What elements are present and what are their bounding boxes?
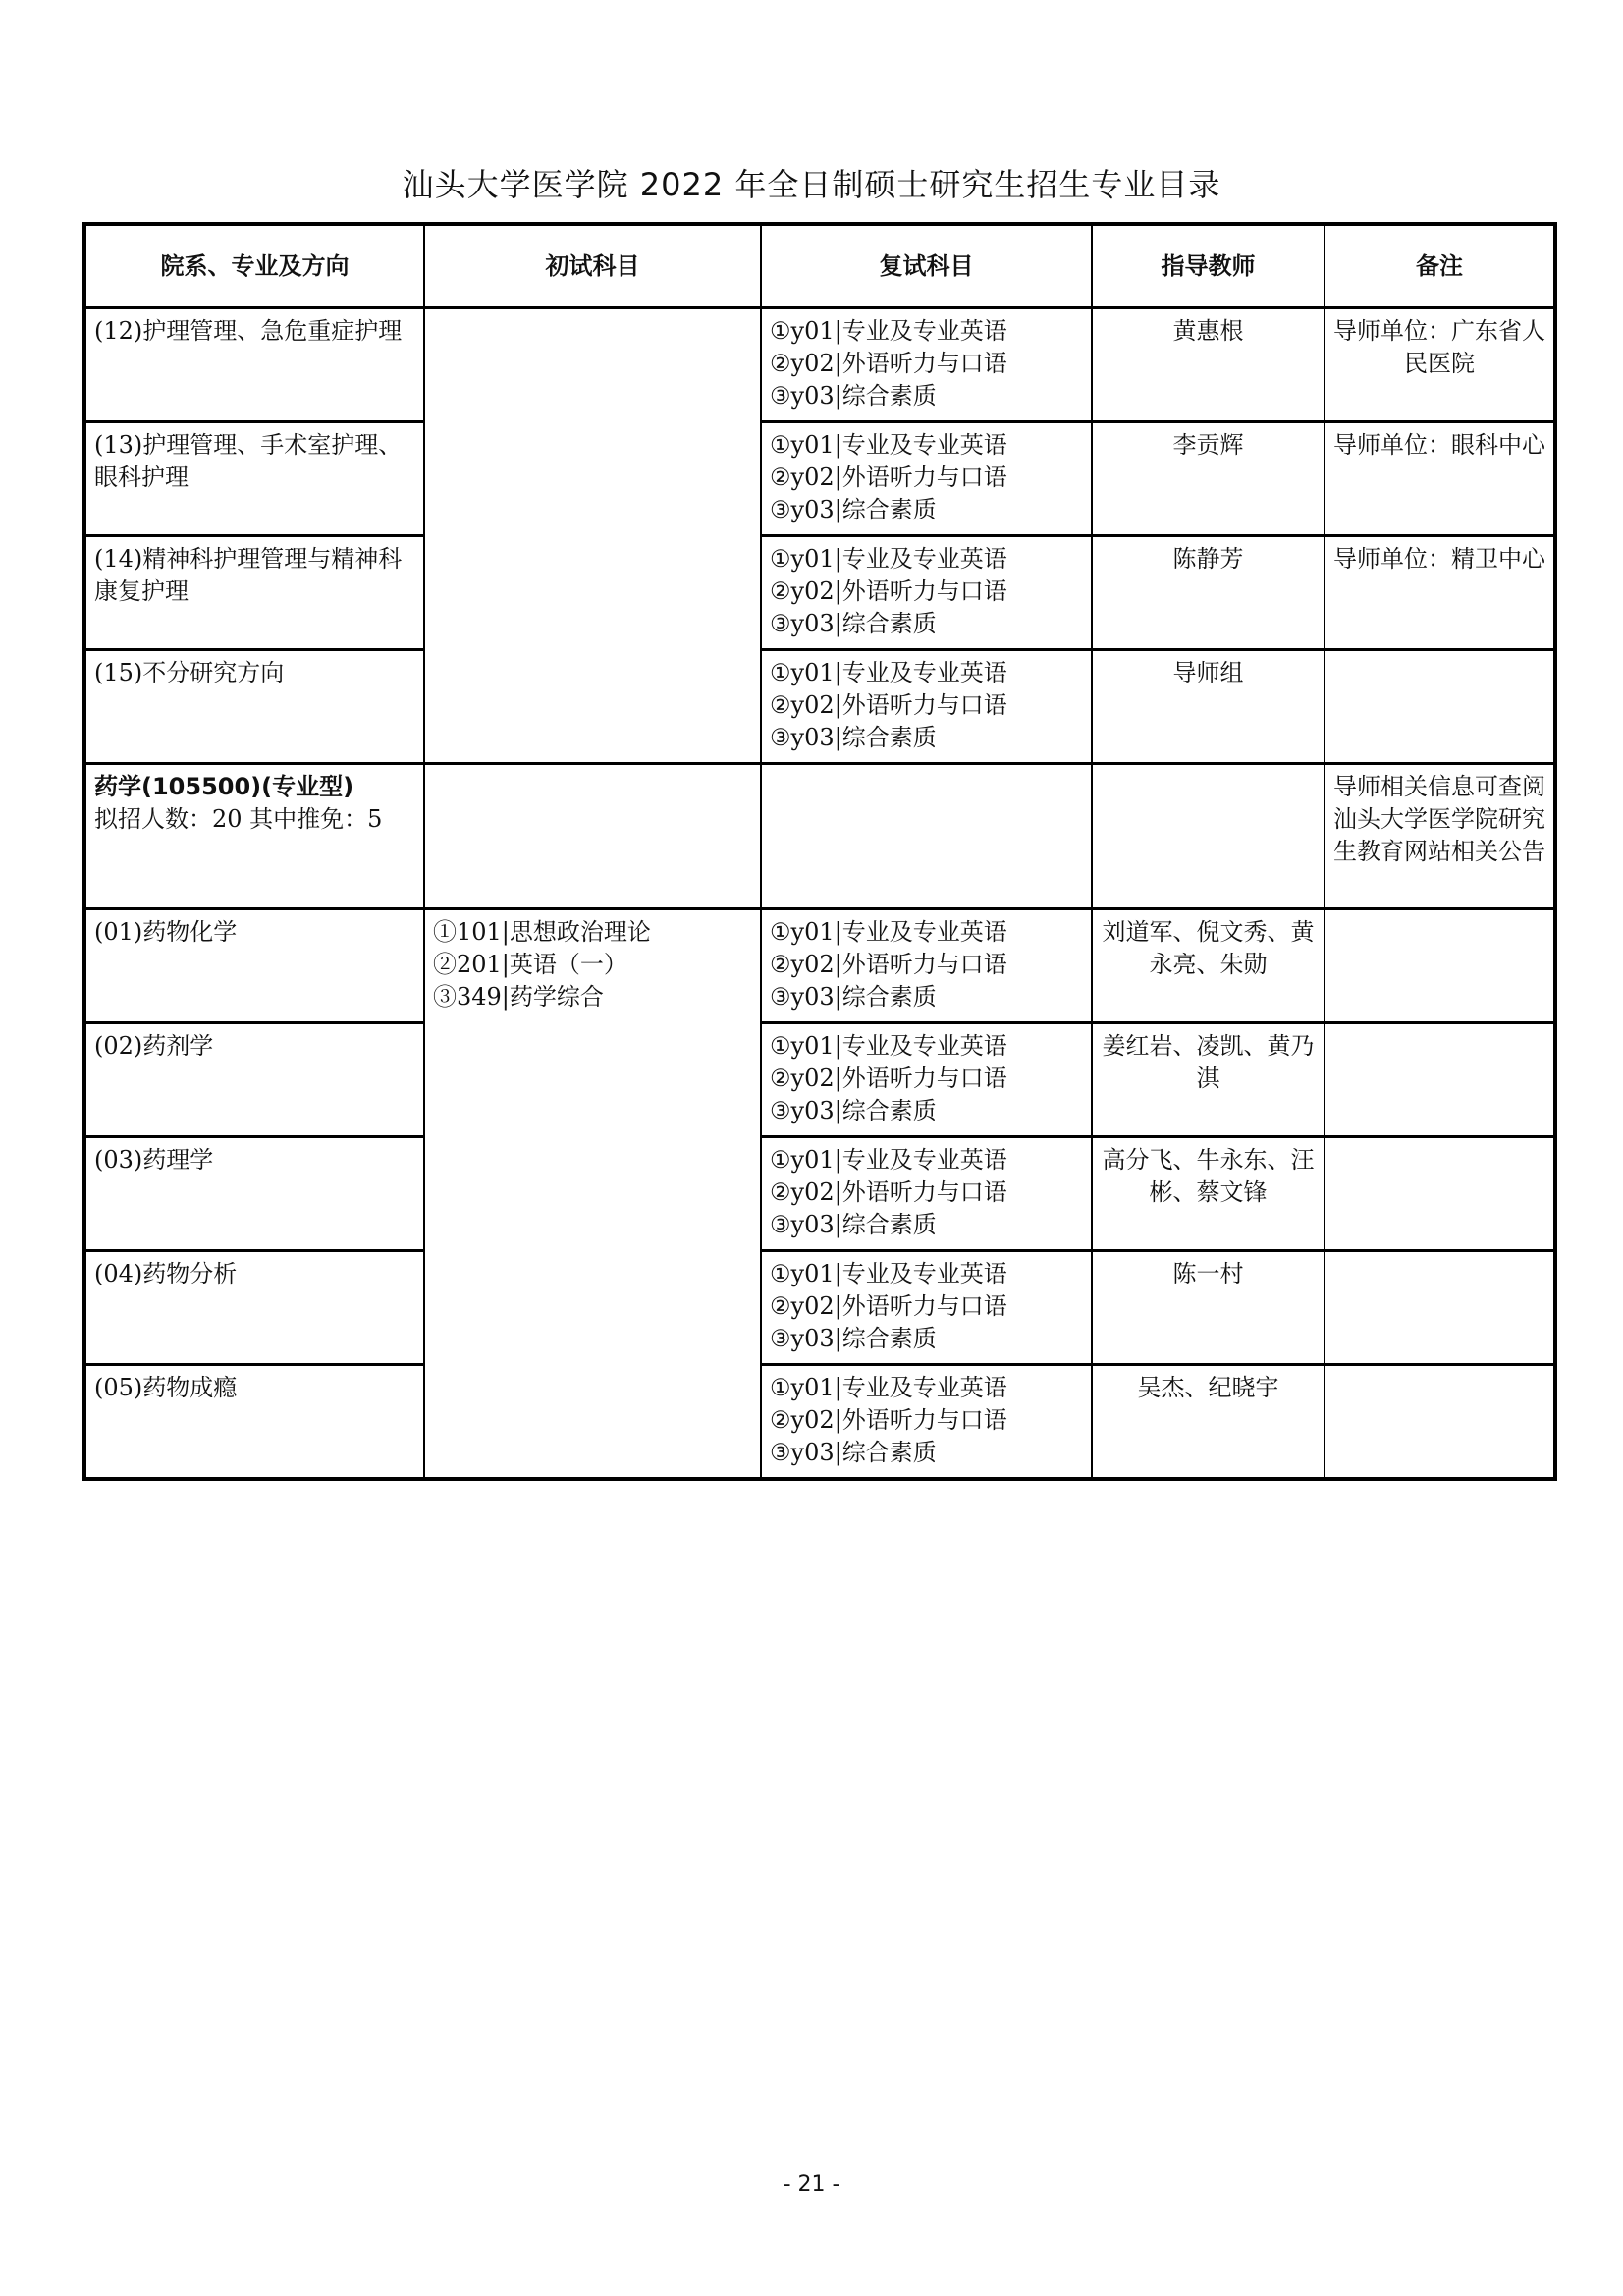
table-row — [84, 1023, 1555, 1137]
retest-line: ③y03|综合素质 — [770, 1211, 937, 1238]
direction-text: 眼科护理 — [94, 464, 189, 491]
retest-cell — [761, 1251, 1092, 1365]
retest-line: ②y02|外语听力与口语 — [770, 1178, 1007, 1206]
retest-cell — [761, 1365, 1092, 1480]
table-row — [84, 650, 1555, 764]
table-row — [84, 536, 1555, 650]
retest-line: ③y03|综合素质 — [770, 983, 937, 1011]
retest-line: ③y03|综合素质 — [770, 382, 937, 410]
retest-line: ②y02|外语听力与口语 — [770, 1292, 1007, 1320]
table-row — [84, 1365, 1555, 1480]
remark-cell — [1325, 650, 1555, 764]
direction-text: (12)护理管理、急危重症护理 — [94, 317, 403, 345]
initial-exam-line: ①101|思想政治理论 — [433, 918, 651, 946]
remark-cell: 导师单位：眼科中心 — [1325, 422, 1555, 536]
advisor-cell: 陈静芳 — [1092, 536, 1325, 650]
retest-cell — [761, 650, 1092, 764]
retest-cell-empty — [761, 764, 1092, 909]
retest-cell — [761, 1023, 1092, 1137]
initial-exam-cell-empty — [424, 308, 761, 764]
direction-cell — [84, 536, 424, 650]
header-direction: 院系、专业及方向 — [84, 224, 424, 308]
advisor-cell: 高分飞、牛永东、汪彬、蔡文锋 — [1092, 1137, 1325, 1251]
header-initial-exam: 初试科目 — [424, 224, 761, 308]
direction-cell — [84, 422, 424, 536]
header-remarks: 备注 — [1325, 224, 1555, 308]
retest-cell — [761, 1137, 1092, 1251]
retest-line: ③y03|综合素质 — [770, 610, 937, 637]
direction-cell: (03)药理学 — [84, 1137, 424, 1251]
advisor-cell: 吴杰、纪晓宇 — [1092, 1365, 1325, 1480]
retest-line: ②y02|外语听力与口语 — [770, 691, 1007, 719]
page-title: 汕头大学医学院 2022 年全日制硕士研究生招生专业目录 — [402, 166, 1221, 203]
retest-cell — [761, 909, 1092, 1023]
retest-line: ①y01|专业及专业英语 — [770, 1260, 1007, 1287]
header-advisor: 指导教师 — [1092, 224, 1325, 308]
retest-line: ①y01|专业及专业英语 — [770, 431, 1007, 459]
direction-cell: (05)药物成瘾 — [84, 1365, 424, 1480]
advisor-cell: 姜红岩、凌凯、黄乃淇 — [1092, 1023, 1325, 1137]
retest-line: ①y01|专业及专业英语 — [770, 317, 1007, 345]
retest-line: ②y02|外语听力与口语 — [770, 951, 1007, 978]
direction-cell: (04)药物分析 — [84, 1251, 424, 1365]
initial-exam-cell-empty — [424, 764, 761, 909]
advisor-cell: 刘道军、倪文秀、黄永亮、朱勋 — [1092, 909, 1325, 1023]
direction-text: (15)不分研究方向 — [94, 659, 285, 686]
retest-line: ③y03|综合素质 — [770, 1325, 937, 1352]
retest-line: ②y02|外语听力与口语 — [770, 577, 1007, 605]
major-name: 药学(105500)(专业型) — [94, 773, 354, 800]
retest-line: ①y01|专业及专业英语 — [770, 1146, 1007, 1174]
direction-text: (14)精神科护理管理与精神科 — [94, 545, 403, 573]
header-retest: 复试科目 — [761, 224, 1092, 308]
table-row — [84, 308, 1555, 422]
remark-cell-empty — [1325, 1251, 1555, 1365]
remark-cell-empty — [1325, 909, 1555, 1023]
retest-line: ②y02|外语听力与口语 — [770, 1406, 1007, 1434]
remark-cell: 导师单位：广东省人民医院 — [1325, 308, 1555, 422]
major-row-pharmacy — [84, 764, 1555, 909]
retest-line: ③y03|综合素质 — [770, 496, 937, 523]
direction-text: (13)护理管理、手术室护理、 — [94, 431, 403, 459]
remark-cell-empty — [1325, 1137, 1555, 1251]
initial-exam-line: ③349|药学综合 — [433, 983, 604, 1011]
direction-cell — [84, 650, 424, 764]
retest-line: ①y01|专业及专业英语 — [770, 659, 1007, 686]
initial-exam-cell — [424, 909, 761, 1480]
advisor-cell: 黄惠根 — [1092, 308, 1325, 422]
advisor-cell: 李贡辉 — [1092, 422, 1325, 536]
direction-cell: (01)药物化学 — [84, 909, 424, 1023]
advisor-cell-empty — [1092, 764, 1325, 909]
direction-cell — [84, 308, 424, 422]
retest-line: ③y03|综合素质 — [770, 1439, 937, 1466]
remark-cell: 导师单位：精卫中心 — [1325, 536, 1555, 650]
retest-line: ①y01|专业及专业英语 — [770, 918, 1007, 946]
retest-cell — [761, 422, 1092, 536]
table-row — [84, 909, 1555, 1023]
retest-line: ①y01|专业及专业英语 — [770, 545, 1007, 573]
remark-cell-empty — [1325, 1365, 1555, 1480]
retest-line: ①y01|专业及专业英语 — [770, 1032, 1007, 1060]
initial-exam-line: ②201|英语（一） — [433, 951, 627, 978]
direction-cell: (02)药剂学 — [84, 1023, 424, 1137]
retest-line: ②y02|外语听力与口语 — [770, 350, 1007, 377]
direction-text: 康复护理 — [94, 577, 189, 605]
table-row — [84, 1137, 1555, 1251]
remark-cell-empty — [1325, 1023, 1555, 1137]
table-row — [84, 422, 1555, 536]
table-row — [84, 1251, 1555, 1365]
retest-line: ③y03|综合素质 — [770, 1097, 937, 1124]
retest-cell — [761, 536, 1092, 650]
major-remark: 导师相关信息可查阅汕头大学医学院研究生教育网站相关公告 — [1325, 764, 1555, 909]
table-header-row — [84, 224, 1555, 308]
advisor-cell: 陈一村 — [1092, 1251, 1325, 1365]
advisor-cell: 导师组 — [1092, 650, 1325, 764]
catalog-table — [82, 222, 1557, 1481]
retest-cell — [761, 308, 1092, 422]
page-number: - 21 - — [783, 2172, 840, 2197]
major-quota: 拟招人数：20 其中推免：5 — [94, 805, 383, 833]
retest-line: ②y02|外语听力与口语 — [770, 464, 1007, 491]
retest-line: ①y01|专业及专业英语 — [770, 1374, 1007, 1401]
retest-line: ③y03|综合素质 — [770, 724, 937, 751]
major-cell — [84, 764, 424, 909]
retest-line: ②y02|外语听力与口语 — [770, 1065, 1007, 1092]
